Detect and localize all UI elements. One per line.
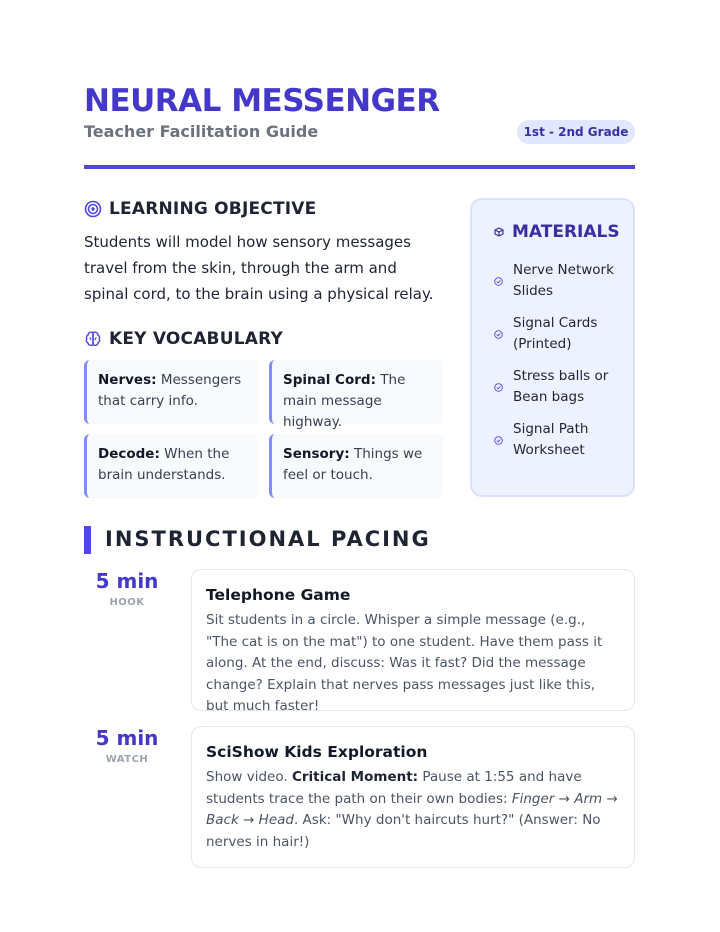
signal-path-text: Finger → Arm → Back → Head	[206, 790, 618, 828]
pacing-heading: INSTRUCTIONAL PACING	[105, 527, 431, 551]
activity-phase: WATCH	[105, 754, 149, 765]
activity-time: 5 min	[95, 569, 159, 593]
activity-card-watch	[191, 726, 635, 868]
vocab-definition: When the brain understands.	[98, 446, 230, 483]
activity-body-instruction: Pause at 1:55 and have students trace the path on their own bodies:	[206, 769, 582, 807]
materials-item	[494, 419, 624, 461]
vocab-card-sensory	[269, 434, 443, 498]
critical-moment-label: Critical Moment:	[291, 769, 419, 785]
cube-icon	[494, 227, 504, 237]
brain-icon	[84, 330, 102, 348]
vocab-definition: Things we feel or touch.	[283, 446, 423, 483]
materials-item-label: Stress balls or Bean bags	[513, 368, 609, 405]
materials-heading-label: MATERIALS	[512, 222, 620, 242]
page-subtitle: Teacher Facilitation Guide	[84, 122, 319, 141]
vocab-card-nerves	[84, 360, 258, 424]
objective-heading-label: LEARNING OBJECTIVE	[109, 199, 317, 219]
materials-item	[494, 366, 624, 408]
pacing-accent-bar	[84, 526, 91, 554]
vocab-definition: The main message highway.	[283, 372, 406, 430]
objective-text: Students will model how sensory messages travel from the skin, through the arm and spinal cord, to the brain using a physical relay.	[84, 233, 434, 303]
activity-title: SciShow Kids Exploration	[206, 743, 428, 761]
materials-item	[494, 313, 624, 355]
activity-body: Sit students in a circle. Whisper a simple message (e.g., "The cat is on the mat") to one student. Have them pass it along. At the end, discuss: Was it fast? Did the message change? Explain that nerves pass messages just like this, but much faster!	[206, 612, 603, 714]
materials-item-label: Signal Path Worksheet	[513, 421, 589, 458]
activity-card-hook	[191, 569, 635, 714]
materials-panel	[470, 198, 635, 497]
objective-heading	[84, 199, 316, 219]
check-circle-icon	[494, 436, 503, 445]
vocab-term: Nerves:	[98, 372, 157, 388]
vocab-term: Sensory:	[283, 446, 350, 462]
vocab-term: Spinal Cord:	[283, 372, 376, 388]
activity-time: 5 min	[95, 726, 159, 750]
header-divider	[84, 165, 635, 169]
vocabulary-heading-label: KEY VOCABULARY	[109, 329, 283, 349]
page-title: NEURAL MESSENGER	[84, 83, 440, 119]
activity-body-intro: Show video.	[206, 769, 288, 785]
check-circle-icon	[494, 330, 503, 339]
target-icon	[84, 200, 102, 218]
check-circle-icon	[494, 383, 503, 392]
activity-body-end: . Ask: "Why don't haircuts hurt?" (Answer: No nerves in hair!)	[206, 812, 601, 850]
activity-phase: HOOK	[109, 597, 145, 608]
materials-item-label: Signal Cards (Printed)	[513, 315, 598, 352]
check-circle-icon	[494, 277, 503, 286]
grade-badge: 1st - 2nd Grade	[517, 120, 635, 144]
vocab-card-spinal-cord	[269, 360, 443, 430]
activity-title: Telephone Game	[206, 586, 351, 604]
vocabulary-heading	[84, 329, 283, 349]
activity-body	[206, 767, 620, 853]
vocab-term: Decode:	[98, 446, 160, 462]
vocab-definition: Messengers that carry info.	[98, 372, 242, 409]
materials-heading	[494, 222, 620, 242]
vocab-card-decode	[84, 434, 258, 498]
materials-item-label: Nerve Network Slides	[513, 262, 614, 299]
materials-item	[494, 260, 624, 302]
